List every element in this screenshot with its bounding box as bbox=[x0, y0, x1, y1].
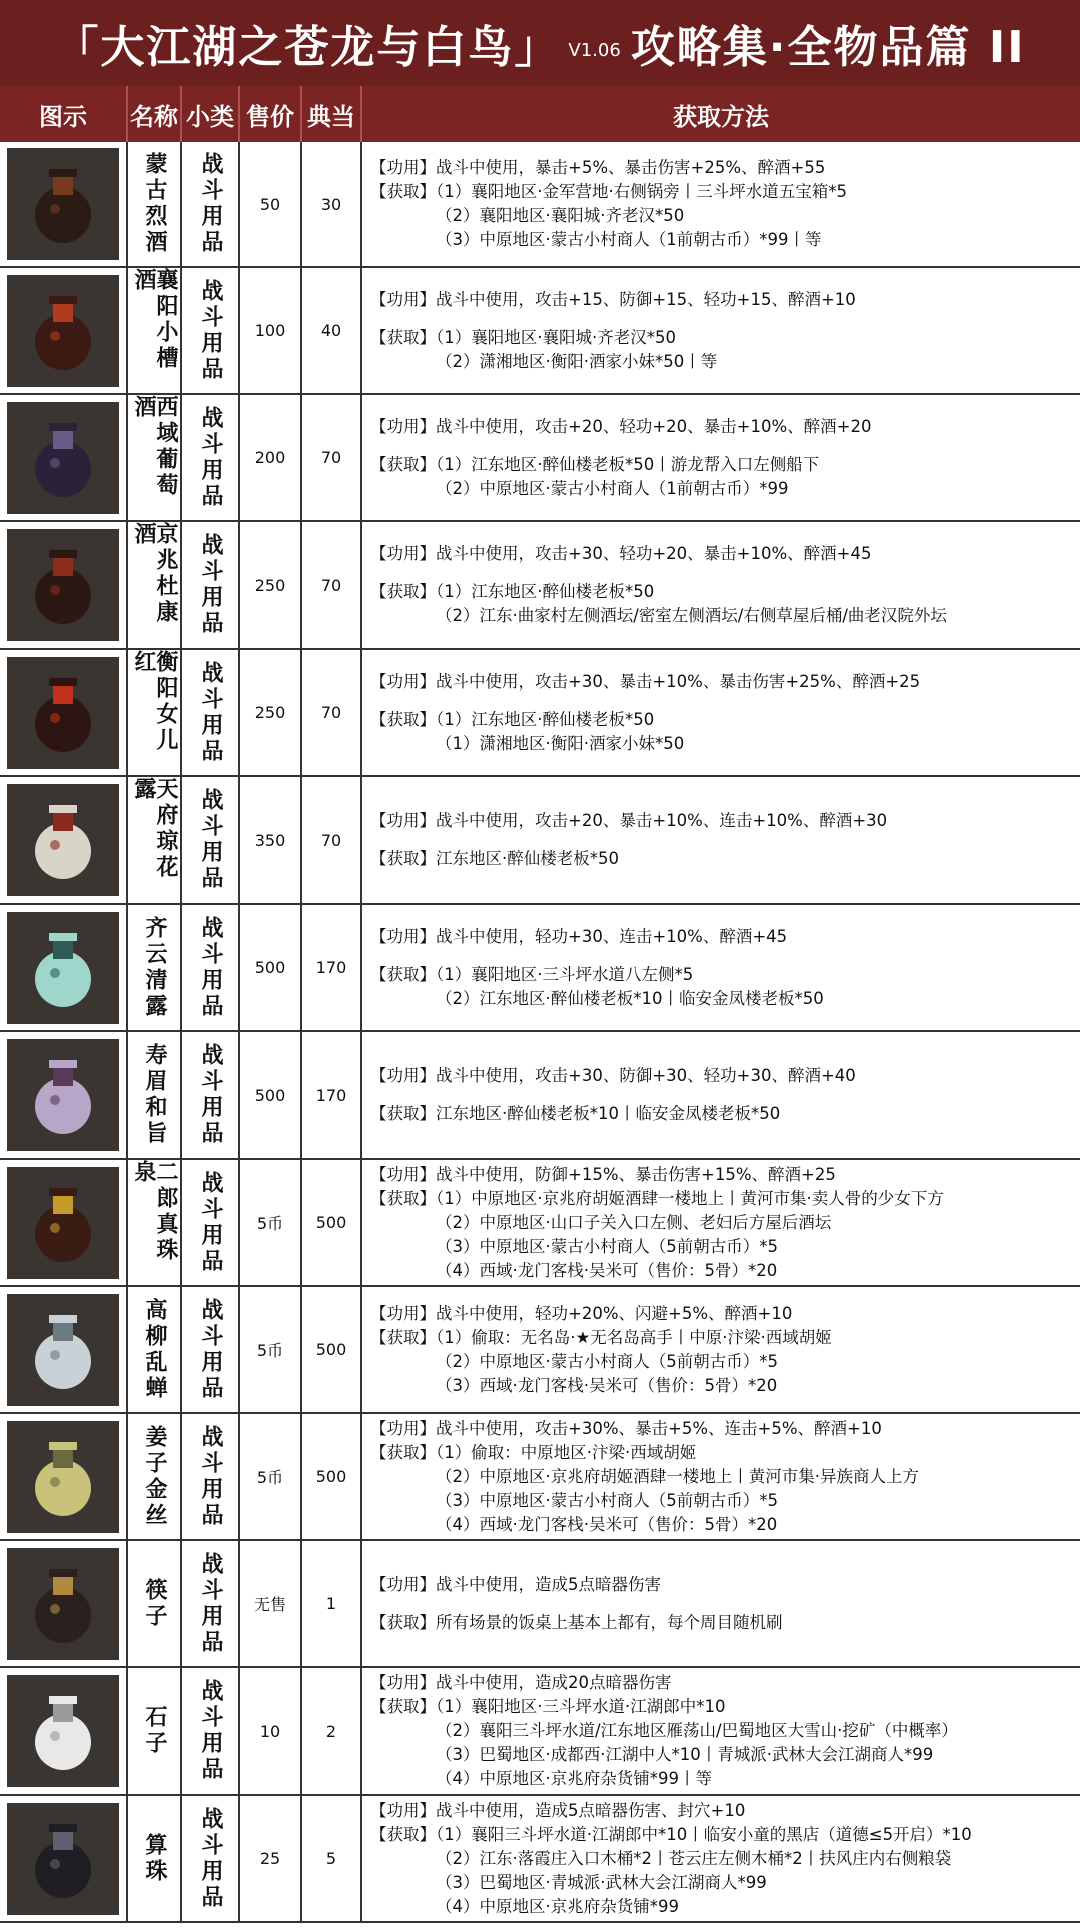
item-category: 战斗用品 bbox=[198, 1806, 223, 1911]
item-price: 500 bbox=[240, 1032, 302, 1158]
table-row bbox=[0, 1541, 1080, 1668]
item-obtain-cell bbox=[362, 1287, 1080, 1412]
item-obtain-cell bbox=[362, 650, 1080, 775]
item-category: 战斗用品 bbox=[198, 1424, 223, 1529]
item-obtain-line: 【获取】（1）中原地区·京兆府胡姬酒肆一楼地上丨黄河市集·卖人骨的少女下方 bbox=[370, 1188, 944, 1208]
header-image: 图示 bbox=[0, 86, 128, 142]
item-description bbox=[362, 805, 895, 875]
item-category: 战斗用品 bbox=[198, 660, 223, 765]
item-effect: 【功用】战斗中使用，攻击+30、暴击+10%、暴击伤害+25%、醉酒+25 bbox=[370, 671, 921, 691]
table-row bbox=[0, 395, 1080, 522]
item-obtain-line: （3）西域·龙门客栈·吴米可（售价：5骨）*20 bbox=[436, 1375, 778, 1395]
abacus-beads-icon bbox=[7, 1803, 119, 1915]
lilac-gourd-icon bbox=[7, 1039, 119, 1151]
item-price: 5币 bbox=[240, 1160, 302, 1285]
item-name: 筷子 bbox=[142, 1577, 167, 1630]
item-effect: 【功用】战斗中使用，防御+15%、暴击伤害+15%、醉酒+25 bbox=[370, 1164, 836, 1184]
item-effect: 【功用】战斗中使用，轻功+20%、闪避+5%、醉酒+10 bbox=[370, 1303, 793, 1323]
item-effect: 【功用】战斗中使用，造成20点暗器伤害 bbox=[370, 1673, 672, 1692]
item-name-cell bbox=[128, 142, 182, 266]
item-category: 战斗用品 bbox=[198, 278, 223, 383]
item-price: 200 bbox=[240, 395, 302, 520]
item-name-cell bbox=[128, 1668, 182, 1794]
table-row bbox=[0, 1287, 1080, 1414]
item-effect: 【功用】战斗中使用，轻功+30、连击+10%、醉酒+45 bbox=[370, 926, 788, 946]
item-category: 战斗用品 bbox=[198, 788, 223, 892]
item-price: 无售 bbox=[240, 1541, 302, 1666]
item-image-cell bbox=[0, 1032, 128, 1158]
table-row bbox=[0, 1032, 1080, 1160]
table-row bbox=[0, 1160, 1080, 1287]
item-category: 战斗用品 bbox=[198, 1043, 223, 1147]
version-label: V1.06 bbox=[568, 39, 621, 61]
item-obtain-cell bbox=[362, 777, 1080, 903]
item-image-cell bbox=[0, 777, 128, 903]
table-row bbox=[0, 1414, 1080, 1541]
item-name: 蒙古烈酒 bbox=[142, 152, 167, 256]
item-category: 战斗用品 bbox=[198, 1297, 223, 1402]
header-pawn: 典当 bbox=[302, 86, 362, 142]
item-image-cell bbox=[0, 905, 128, 1030]
item-pawn-value: 70 bbox=[302, 650, 362, 775]
item-description bbox=[362, 1060, 864, 1130]
item-obtain-cell bbox=[362, 1160, 1080, 1285]
table-header bbox=[0, 86, 1080, 142]
item-category-cell bbox=[182, 1414, 240, 1539]
item-obtain-line: 【获取】（1）襄阳地区·襄阳城·齐老汉*50 bbox=[370, 327, 676, 347]
item-pawn-value: 2 bbox=[302, 1668, 362, 1794]
chopsticks-icon bbox=[7, 1548, 119, 1660]
item-image-cell bbox=[0, 1287, 128, 1412]
item-name: 高柳乱蝉 bbox=[142, 1297, 167, 1402]
item-name-cell bbox=[128, 650, 182, 775]
title-bar bbox=[0, 0, 1080, 86]
item-obtain-line: 【获取】（1）襄阳地区·三斗坪水道八左侧*5 bbox=[370, 964, 694, 984]
item-obtain-line: （4）西域·龙门客栈·吴米可（售价：5骨）*20 bbox=[436, 1260, 778, 1280]
item-name: 算珠 bbox=[142, 1832, 167, 1885]
item-description bbox=[362, 284, 864, 378]
item-obtain-line: （2）江东·落霞庄入口木桶*2丨苍云庄左侧木桶*2丨扶风庄内右侧粮袋 bbox=[436, 1848, 952, 1868]
item-effect: 【功用】战斗中使用，攻击+20、轻功+20、暴击+10%、醉酒+20 bbox=[370, 416, 872, 436]
item-obtain-line: 【获取】（1）襄阳地区·金军营地·右侧锅旁丨三斗坪水道五宝箱*5 bbox=[370, 182, 847, 201]
table-row bbox=[0, 1668, 1080, 1796]
item-price: 5币 bbox=[240, 1414, 302, 1539]
item-category: 战斗用品 bbox=[198, 1551, 223, 1656]
spacer bbox=[370, 833, 887, 847]
item-obtain-cell bbox=[362, 1032, 1080, 1158]
item-category-cell bbox=[182, 522, 240, 648]
item-obtain-line: （3）巴蜀地区·成都西·江湖中人*10丨青城派·武林大会江湖商人*99 bbox=[436, 1745, 934, 1764]
item-image-cell bbox=[0, 142, 128, 266]
item-obtain-cell bbox=[362, 905, 1080, 1030]
spacer bbox=[370, 1597, 783, 1611]
spacer bbox=[370, 566, 947, 580]
item-name: 姜子金丝 bbox=[142, 1424, 167, 1529]
item-obtain-line: （3）中原地区·蒙古小村商人（1前朝古币）*99丨等 bbox=[436, 230, 822, 249]
item-price: 50 bbox=[240, 142, 302, 266]
item-image-cell bbox=[0, 395, 128, 520]
pearl-wine-jar-icon bbox=[7, 1167, 119, 1279]
item-effect: 【功用】战斗中使用，攻击+30%、暴击+5%、连击+5%、醉酒+10 bbox=[370, 1418, 882, 1438]
item-obtain-line: （3）巴蜀地区·青城派·武林大会江湖商人*99 bbox=[436, 1872, 767, 1892]
item-category-cell bbox=[182, 1032, 240, 1158]
golden-goblet-icon bbox=[7, 1421, 119, 1533]
item-obtain-cell bbox=[362, 268, 1080, 393]
item-name-cell bbox=[128, 1032, 182, 1158]
item-obtain-line: 【获取】江东地区·醉仙楼老板*10丨临安金凤楼老板*50 bbox=[370, 1104, 781, 1123]
spacer bbox=[370, 949, 824, 963]
item-obtain-line: 【获取】（1）江东地区·醉仙楼老板*50丨游龙帮入口左侧船下 bbox=[370, 454, 820, 474]
item-pawn-value: 170 bbox=[302, 1032, 362, 1158]
item-obtain-line: 【获取】（1）襄阳三斗坪水道·江湖郎中*10丨临安小童的黑店（道德≤5开启）*10 bbox=[370, 1824, 972, 1844]
item-obtain-line: （4）中原地区·京兆府杂货铺*99丨等 bbox=[436, 1769, 712, 1788]
item-image-cell bbox=[0, 268, 128, 393]
item-effect: 【功用】战斗中使用，暴击+5%、暴击伤害+25%、醉酒+55 bbox=[370, 158, 826, 177]
item-category-cell bbox=[182, 1287, 240, 1412]
item-obtain-line: （2）襄阳地区·襄阳城·齐老汉*50 bbox=[436, 206, 685, 225]
item-image-cell bbox=[0, 1160, 128, 1285]
item-category: 战斗用品 bbox=[198, 1170, 223, 1275]
table-row bbox=[0, 268, 1080, 395]
item-obtain-cell bbox=[362, 1541, 1080, 1666]
item-obtain-line: 【获取】（1）江东地区·醉仙楼老板*50 bbox=[370, 582, 655, 601]
item-obtain-line: 【获取】（1）偷取：无名岛·★无名岛高手丨中原·汴梁·西域胡姬 bbox=[370, 1327, 832, 1347]
page-title: 「大江湖之苍龙与白鸟」 bbox=[54, 22, 561, 73]
red-wine-jug-icon bbox=[7, 275, 119, 387]
item-obtain-line: 【获取】（1）江东地区·醉仙楼老板*50 bbox=[370, 709, 655, 729]
item-name-cell bbox=[128, 1160, 182, 1285]
item-price: 250 bbox=[240, 522, 302, 648]
item-price: 350 bbox=[240, 777, 302, 903]
item-price: 5币 bbox=[240, 1287, 302, 1412]
item-category: 战斗用品 bbox=[198, 533, 223, 637]
item-category-cell bbox=[182, 650, 240, 775]
item-obtain-cell bbox=[362, 1668, 1080, 1794]
item-name: 襄阳小槽酒 bbox=[131, 268, 178, 372]
header-obtain: 获取方法 bbox=[673, 102, 769, 131]
item-obtain-line: 【获取】所有场景的饭桌上基本上都有，每个周目随机刷 bbox=[370, 1612, 783, 1632]
item-effect: 【功用】战斗中使用，攻击+20、暴击+10%、连击+10%、醉酒+30 bbox=[370, 811, 888, 830]
item-obtain-line: （4）中原地区·京兆府杂货铺*99 bbox=[436, 1896, 679, 1916]
item-category-cell bbox=[182, 142, 240, 266]
item-price: 100 bbox=[240, 268, 302, 393]
item-price: 10 bbox=[240, 1668, 302, 1794]
item-category-cell bbox=[182, 395, 240, 520]
item-image-cell bbox=[0, 1796, 128, 1921]
page-subtitle: 攻略集·全物品篇 II bbox=[630, 22, 1026, 73]
item-pawn-value: 170 bbox=[302, 905, 362, 1030]
item-name: 京兆杜康酒 bbox=[131, 522, 178, 626]
item-category: 战斗用品 bbox=[198, 1679, 223, 1783]
item-obtain-line: 【获取】（1）偷取：中原地区·汴梁·西域胡姬 bbox=[370, 1442, 697, 1462]
item-description bbox=[362, 152, 855, 256]
teapot-icon bbox=[7, 784, 119, 896]
glass-goblet-icon bbox=[7, 1294, 119, 1406]
spacer bbox=[370, 312, 856, 326]
item-pawn-value: 70 bbox=[302, 777, 362, 903]
item-name-cell bbox=[128, 1541, 182, 1666]
item-price: 500 bbox=[240, 905, 302, 1030]
item-price: 25 bbox=[240, 1796, 302, 1921]
item-category-cell bbox=[182, 1541, 240, 1666]
item-name: 天府琼花露 bbox=[131, 777, 178, 881]
dark-wine-jar-icon bbox=[7, 148, 119, 260]
item-image-cell bbox=[0, 522, 128, 648]
table-row bbox=[0, 1796, 1080, 1923]
item-obtain-line: （1）潇湘地区·衡阳·酒家小妹*50 bbox=[436, 733, 685, 753]
item-name-cell bbox=[128, 1414, 182, 1539]
item-effect: 【功用】战斗中使用，攻击+30、防御+30、轻功+30、醉酒+40 bbox=[370, 1066, 856, 1085]
item-name-cell bbox=[128, 268, 182, 393]
item-effect: 【功用】战斗中使用，造成5点暗器伤害 bbox=[370, 1574, 661, 1594]
header-price: 售价 bbox=[240, 86, 302, 142]
item-image-cell bbox=[0, 1541, 128, 1666]
item-obtain-cell bbox=[362, 395, 1080, 520]
brown-wine-jar-icon bbox=[7, 529, 119, 641]
item-obtain-cell bbox=[362, 1414, 1080, 1539]
item-description bbox=[362, 666, 928, 760]
item-pawn-value: 500 bbox=[302, 1287, 362, 1412]
red-wine-bottle-icon bbox=[7, 657, 119, 769]
item-effect: 【功用】战斗中使用，攻击+30、轻功+20、暴击+10%、醉酒+45 bbox=[370, 544, 872, 563]
spacer bbox=[370, 694, 920, 708]
spacer bbox=[370, 1088, 856, 1102]
item-pawn-value: 40 bbox=[302, 268, 362, 393]
item-category-cell bbox=[182, 268, 240, 393]
item-name-cell bbox=[128, 1796, 182, 1921]
table-row bbox=[0, 905, 1080, 1032]
item-description bbox=[362, 538, 955, 632]
header-name: 名称 bbox=[128, 86, 182, 142]
item-effect: 【功用】战斗中使用，攻击+15、防御+15、轻功+15、醉酒+10 bbox=[370, 289, 856, 309]
table-row bbox=[0, 650, 1080, 777]
item-obtain-line: （2）襄阳三斗坪水道/江东地区雁荡山/巴蜀地区大雪山·挖矿（中概率） bbox=[436, 1721, 958, 1740]
item-name-cell bbox=[128, 522, 182, 648]
table-row bbox=[0, 777, 1080, 905]
item-name: 衡阳女儿红 bbox=[131, 650, 178, 754]
item-name: 寿眉和旨 bbox=[142, 1043, 167, 1147]
item-name-cell bbox=[128, 395, 182, 520]
item-name-cell bbox=[128, 777, 182, 903]
spacer bbox=[370, 439, 871, 453]
item-description bbox=[362, 921, 832, 1015]
item-description bbox=[362, 1298, 840, 1402]
item-pawn-value: 30 bbox=[302, 142, 362, 266]
item-obtain-line: （2）中原地区·山口子关入口左侧、老妇后方屋后酒坛 bbox=[436, 1212, 832, 1232]
item-description bbox=[362, 1795, 980, 1923]
item-obtain-line: （2）江东·曲家村左侧酒坛/密室左侧酒坛/右侧草屋后桶/曲老汉院外坛 bbox=[436, 606, 947, 625]
item-name-cell bbox=[128, 1287, 182, 1412]
item-description bbox=[362, 1413, 927, 1541]
item-obtain-line: （4）西域·龙门客栈·吴米可（售价：5骨）*20 bbox=[436, 1514, 778, 1534]
item-obtain-cell bbox=[362, 142, 1080, 266]
item-effect: 【功用】战斗中使用，造成5点暗器伤害、封穴+10 bbox=[370, 1800, 746, 1820]
item-image-cell bbox=[0, 650, 128, 775]
header-category: 小类 bbox=[182, 86, 240, 142]
item-category: 战斗用品 bbox=[198, 152, 223, 256]
item-obtain-cell bbox=[362, 1796, 1080, 1921]
item-obtain-line: 【获取】（1）襄阳地区·三斗坪水道·江湖郎中*10 bbox=[370, 1697, 726, 1716]
item-description bbox=[362, 411, 879, 505]
item-category-cell bbox=[182, 1668, 240, 1794]
purple-wine-jar-icon bbox=[7, 402, 119, 514]
item-name: 二郎真珠泉 bbox=[131, 1160, 178, 1264]
item-obtain-line: （2）江东地区·醉仙楼老板*10丨临安金凤楼老板*50 bbox=[436, 988, 824, 1008]
item-obtain-cell bbox=[362, 522, 1080, 648]
item-obtain-line: （2）中原地区·京兆府胡姬酒肆一楼地上丨黄河市集·异族商人上方 bbox=[436, 1466, 919, 1486]
item-obtain-line: （2）潇湘地区·衡阳·酒家小妹*50丨等 bbox=[436, 351, 718, 371]
table-row bbox=[0, 142, 1080, 268]
table-row bbox=[0, 522, 1080, 650]
item-obtain-line: 【获取】江东地区·醉仙楼老板*50 bbox=[370, 849, 619, 868]
item-category-cell bbox=[182, 1796, 240, 1921]
item-category: 战斗用品 bbox=[198, 405, 223, 510]
item-name: 齐云清露 bbox=[142, 915, 167, 1020]
item-obtain-line: （2）中原地区·蒙古小村商人（1前朝古币）*99 bbox=[436, 478, 789, 498]
item-obtain-line: （3）中原地区·蒙古小村商人（5前朝古币）*5 bbox=[436, 1490, 778, 1510]
item-description bbox=[362, 1159, 952, 1287]
item-name: 石子 bbox=[142, 1705, 167, 1757]
item-category-cell bbox=[182, 777, 240, 903]
item-pawn-value: 5 bbox=[302, 1796, 362, 1921]
item-image-cell bbox=[0, 1668, 128, 1794]
item-image-cell bbox=[0, 1414, 128, 1539]
item-pawn-value: 70 bbox=[302, 395, 362, 520]
item-pawn-value: 500 bbox=[302, 1160, 362, 1285]
item-pawn-value: 70 bbox=[302, 522, 362, 648]
item-obtain-line: （3）中原地区·蒙古小村商人（5前朝古币）*5 bbox=[436, 1236, 778, 1256]
item-pawn-value: 1 bbox=[302, 1541, 362, 1666]
pebbles-icon bbox=[7, 1675, 119, 1787]
item-price: 250 bbox=[240, 650, 302, 775]
item-description bbox=[362, 1569, 791, 1639]
item-obtain-line: （2）中原地区·蒙古小村商人（5前朝古币）*5 bbox=[436, 1351, 778, 1371]
item-description bbox=[362, 1667, 966, 1795]
celadon-bottle-icon bbox=[7, 912, 119, 1024]
item-name: 西域葡萄酒 bbox=[131, 395, 178, 499]
item-category-cell bbox=[182, 905, 240, 1030]
item-name-cell bbox=[128, 905, 182, 1030]
item-category-cell bbox=[182, 1160, 240, 1285]
item-pawn-value: 500 bbox=[302, 1414, 362, 1539]
item-category: 战斗用品 bbox=[198, 915, 223, 1020]
